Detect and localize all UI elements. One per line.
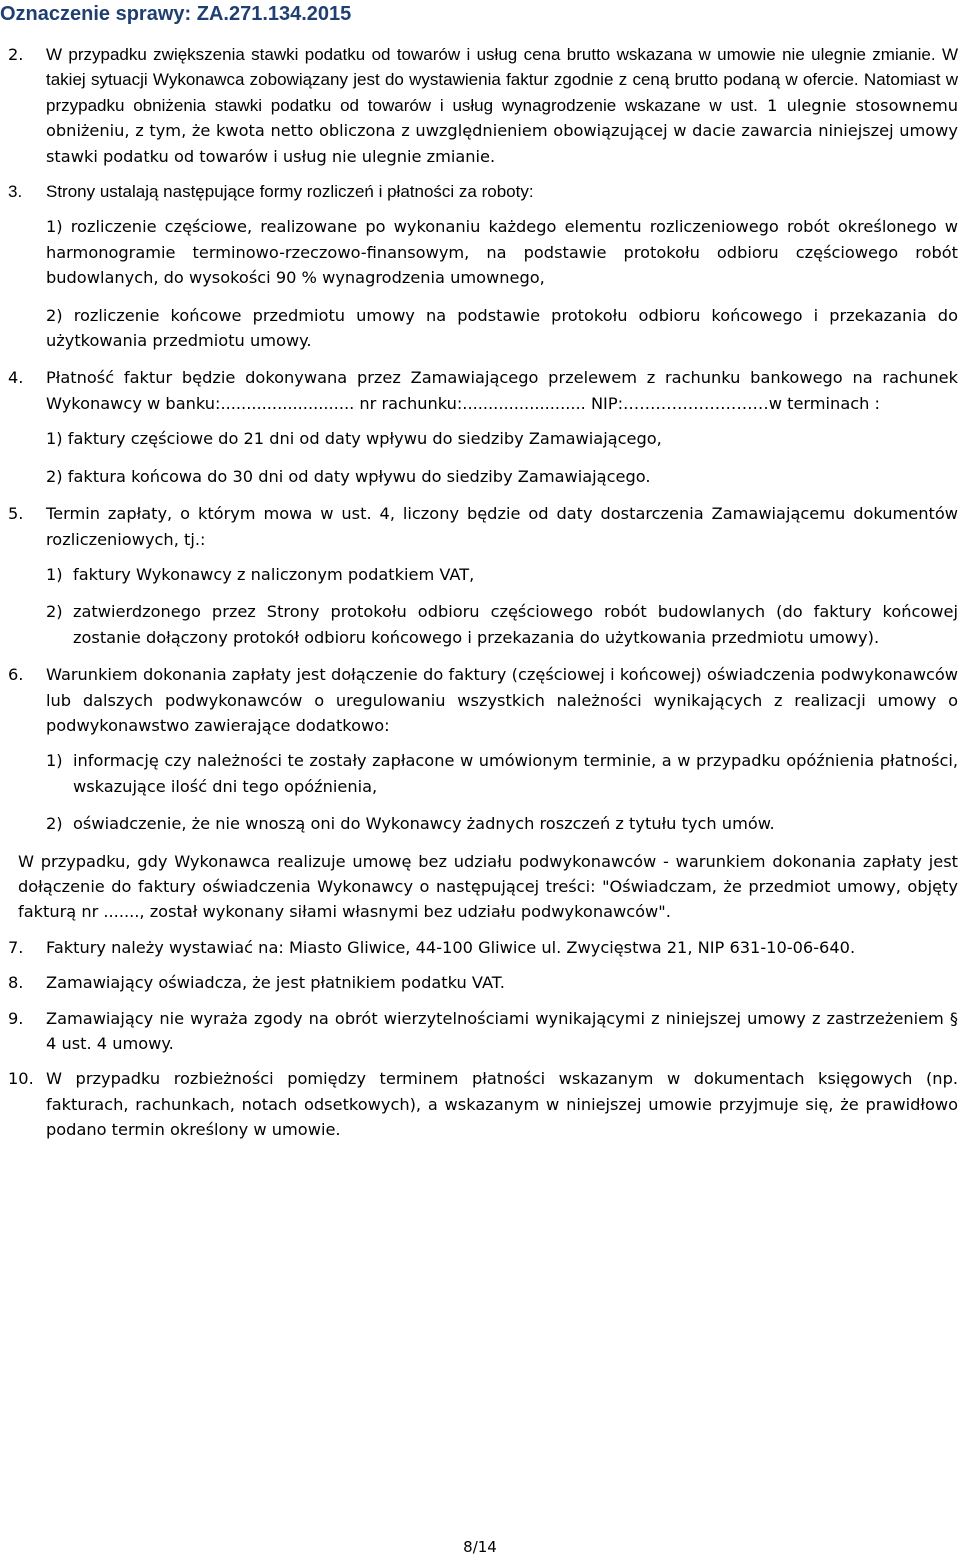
clause-text: Zamawiający nie wyraża zgody na obrót wierzytelnościami wynikającymi z niniejszej umowy z zastrzeżeniem § 4 ust. 4 umowy. [46,1008,958,1053]
document-body [8,42,958,1153]
clause-number: 10. [8,1069,34,1089]
page-number: 8/14 [463,1538,497,1556]
clause-7 [8,935,958,960]
clause-9 [8,1006,958,1057]
clause-text: Termin zapłaty, o którym mowa w ust. 4, liczony będzie od daty dostarczenia Zamawiającemu dokumentów rozliczeniowych, tj.: [46,504,958,549]
clause-number: 3. [8,182,23,202]
list-text: zatwierdzonego przez Strony protokołu odbioru częściowego robót budowlanych (do faktury końcowej zostanie dołączony protokół odbioru końcowego i przekazania do użytkowania przedmiotu umowy). [73,602,958,647]
case-mark: Oznaczenie sprawy: ZA.271.134.2015 [0,3,352,25]
list-text: faktury Wykonawcy z naliczonym podatkiem VAT, [73,564,475,584]
clause-10 [8,1066,958,1142]
list-item [46,748,958,799]
list-text: informację czy należności te zostały zapłacone w umówionym terminie, a w przypadku opóźnienia płatności, wskazujące ilość dni tego opóźnienia, [73,751,958,796]
clause-number: 8. [8,973,24,993]
clause-number: 2. [8,45,24,64]
list-item [46,599,958,650]
clause-number: 7. [8,937,24,957]
clause-4 [8,365,958,489]
list-item [46,811,958,836]
list-number: 1) [46,751,63,771]
no-subcontractors-paragraph: W przypadku, gdy Wykonawca realizuje umowę bez udziału podwykonawców - warunkiem dokonania zapłaty jest dołączenie do faktury oświadczenia Wykonawcy o następującej treści: "Oświadczam, że przedmiot umowy, objęty fakturą nr ......., został wykonany siłami własnymi bez udziału podwykonawców". [18,851,958,922]
list-text: oświadczenie, że nie wnoszą oni do Wykonawcy żadnych roszczeń z tytułu tych umów. [73,814,775,834]
clause-text: Faktury należy wystawiać na: Miasto Gliwice, 44-100 Gliwice ul. Zwycięstwa 21, NIP 631-10-06-640. [46,937,856,957]
clause-3 [8,179,958,353]
list-number: 2) [46,814,63,834]
clause-2 [8,42,958,169]
clause-text: W przypadku rozbieżności pomiędzy terminem płatności wskazanym w dokumentach księgowych (np. fakturach, rachunkach, notach odsetkowych), a wskazanym w niniejszej umowie przyjmuje się, że prawidłowo podano termin określony w umowie. [46,1069,958,1140]
clause-number: 4. [8,368,24,388]
clause-text: W przypadku zwiększenia stawki podatku od towarów i usług cena brutto wskazana w umowie nie ulegnie zmianie. W takiej sytuacji Wykonawca zobowiązany jest do wystawienia faktur zgodnie z ceną brutto podaną w ofercie. Natomiast w przypadku obniżenia stawki podatku od towarów i usług wynagrodzenie wskazane w ust. [46,45,958,115]
list-item: 1) rozliczenie częściowe, realizowane po wykonaniu każdego elementu rozliczeniowego robót określonego w harmonogramie terminowo-rzeczowo-finansowym, na podstawie protokołu odbioru częściowego robót budowlanych, do wysokości 90 % wynagrodzenia umownego, [46,217,958,288]
list-item: 1) faktury częściowe do 21 dni od daty wpływu do siedziby Zamawiającego, [46,429,662,449]
clause-text: Warunkiem dokonania zapłaty jest dołączenie do faktury (częściowej i końcowej) oświadczenia podwykonawców lub dalszych podwykonawców o uregulowaniu wszystkich należności wynikających z realizacji umowy o podwykonawstwo zawierające dodatkowo: [46,665,958,735]
list-item: 2) rozliczenie końcowe przedmiotu umowy na podstawie protokołu odbioru końcowego i przekazania do użytkowania przedmiotu umowy. [46,305,958,351]
clause-text: 1 ulegnie stosownemu obniżeniu, z tym, że kwota netto obliczona z uwzględnieniem obowiązującej w dacie zawarcia niniejszej umowy stawki podatku od towarów i usług nie ulegnie zmianie. [46,95,959,166]
clause-number: 5. [8,504,24,524]
list-number: 2) [46,602,63,622]
clause-8 [8,970,958,995]
clause-text: Płatność faktur będzie dokonywana przez Zamawiającego przelewem z rachunku bankowego na rachunek Wykonawcy w banku:.......................... nr rachunku:........................ NIP:………………………w terminach : [46,368,958,413]
clause-text: Strony ustalają następujące formy rozliczeń i płatności za roboty: [46,182,534,202]
list-number: 1) [46,564,63,584]
clause-5 [8,501,958,650]
list-item [46,562,958,587]
clause-text: Zamawiający oświadcza, że jest płatnikiem podatku VAT. [46,973,505,993]
clause-number: 6. [8,665,24,685]
list-item: 2) faktura końcowa do 30 dni od daty wpływu do siedziby Zamawiającego. [46,466,651,486]
clause-number: 9. [8,1008,24,1028]
clause-6 [8,662,958,836]
